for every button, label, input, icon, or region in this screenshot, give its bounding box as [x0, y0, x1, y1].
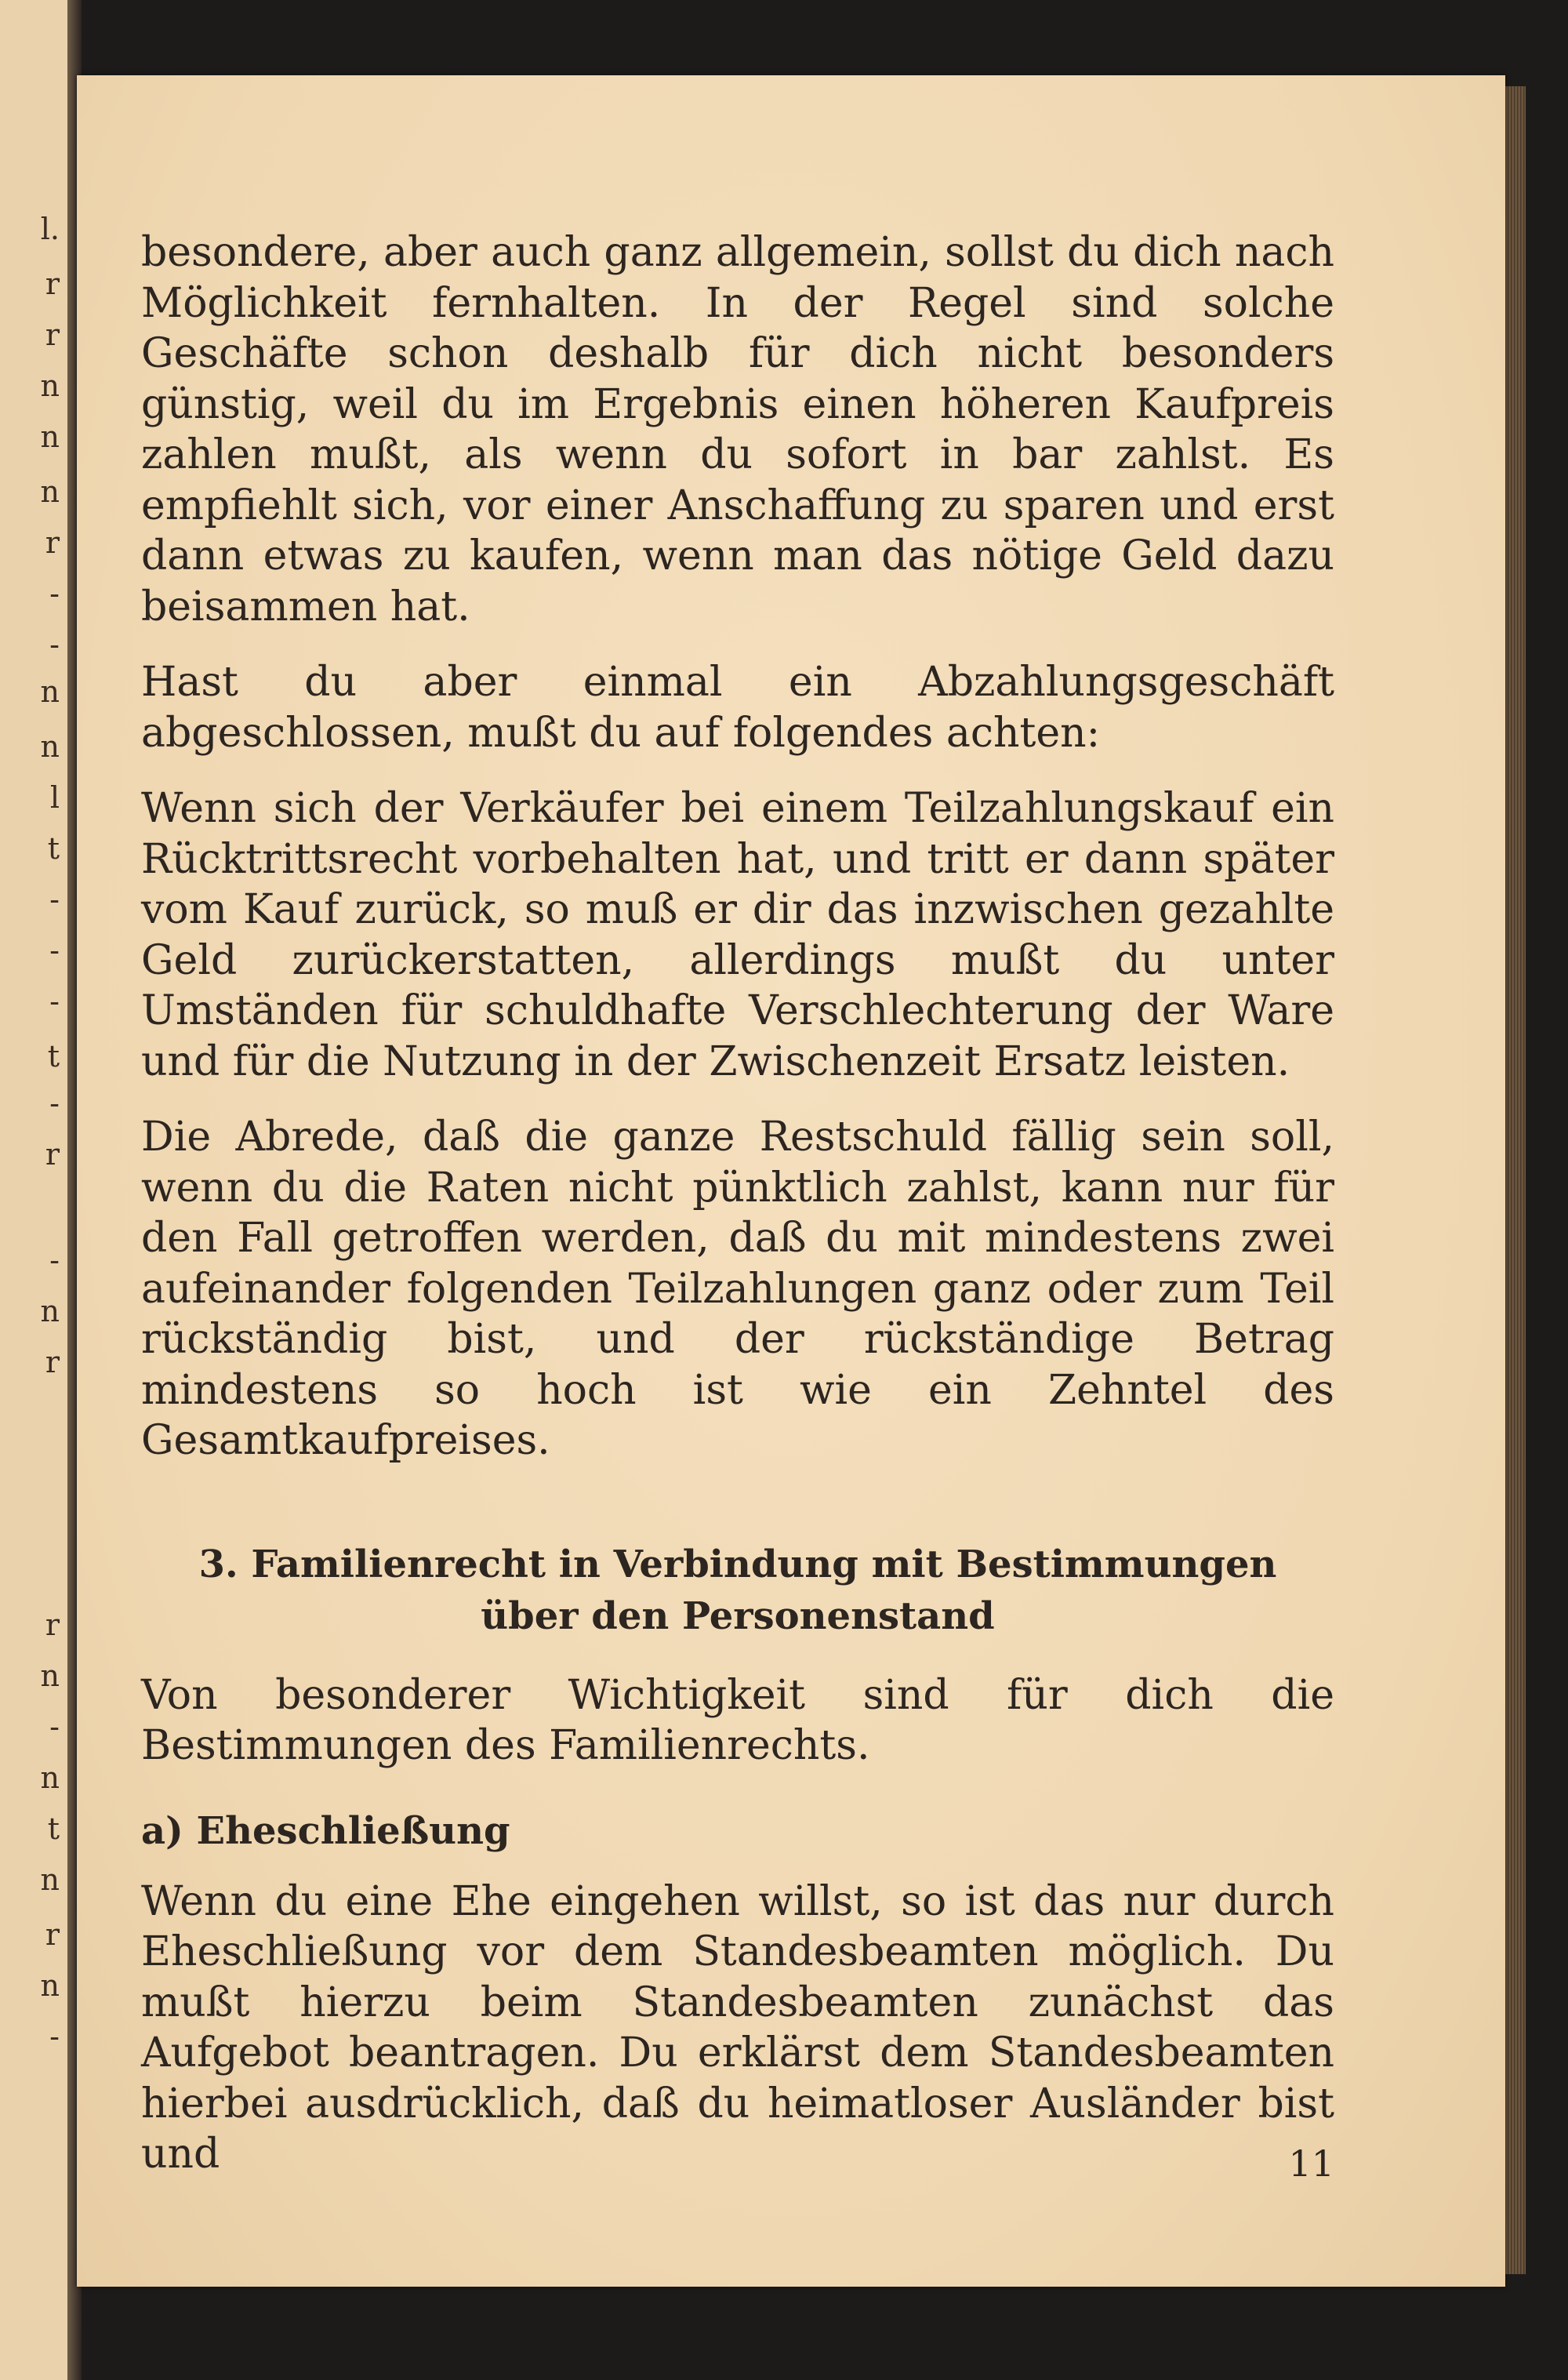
margin-glyph: r — [45, 525, 60, 560]
section-heading-line: über den Personenstand — [481, 1593, 995, 1638]
margin-glyph: n — [40, 1294, 60, 1328]
margin-glyph: - — [49, 2019, 60, 2054]
margin-glyph: r — [45, 267, 60, 301]
paragraph: besondere, aber auch ganz allgemein, sollst du dich nach Möglichkeit fernhalten. In der Regel sind solche Geschäfte schon deshalb für dich nicht besonders günstig, weil du im Ergebnis einen höheren Kaufpreis zahlen mußt, als wenn du sofort in bar zahlst. Es empfiehlt sich, vor einer Anschaffung zu sparen und erst dann etwas zu kaufen, wenn man das nötige Geld dazu beisammen hat. — [141, 229, 1334, 630]
margin-glyph: - — [49, 576, 60, 611]
margin-glyph: r — [45, 1345, 60, 1379]
margin-glyph: t — [47, 1811, 60, 1846]
margin-glyph: t — [47, 1039, 60, 1074]
margin-glyph: n — [40, 369, 60, 403]
left-page-sliver — [0, 0, 69, 2380]
margin-glyph: n — [40, 1862, 60, 1897]
subsection-heading: a) Eheschließung — [141, 1808, 510, 1853]
margin-glyph: - — [49, 1710, 60, 1744]
margin-glyph: n — [40, 729, 60, 764]
margin-glyph: - — [49, 1243, 60, 1277]
margin-glyph: - — [49, 984, 60, 1019]
page-edges — [1505, 86, 1526, 2274]
paragraph: Die Abrede, daß die ganze Restschuld fällig sein soll, wenn du die Raten nicht pünktlich zahlst, kann nur für den Fall getroffen werden, daß du mit mindestens zwei aufeinander folgenden Teilzahlungen ganz oder zum Teil rückständig bist, und der rückständige Betrag mindestens so hoch ist wie ein Zehntel des Gesamtkaufpreises. — [141, 1114, 1334, 1464]
margin-glyph: n — [40, 674, 60, 709]
margin-glyph: - — [49, 882, 60, 917]
paragraph: Wenn du eine Ehe eingehen willst, so ist das nur durch Eheschließung vor dem Standesbeamten möglich. Du mußt hierzu beim Standesbeamten zunächst das Aufgebot beantragen. Du erklärst dem Standesbeamten hierbei ausdrücklich, daß du heimatloser Ausländer bist und — [141, 1877, 1334, 2178]
section-heading-line: 3. Familienrecht in Verbindung mit Bestimmungen — [198, 1542, 1277, 1586]
paragraph: Von besonderer Wichtigkeit sind für dich die Bestimmungen des Familienrechts. — [141, 1671, 1334, 1769]
margin-glyph: n — [40, 1968, 60, 2003]
margin-glyph: - — [49, 627, 60, 662]
section-heading — [141, 1539, 1334, 1642]
margin-glyph: n — [40, 1760, 60, 1795]
margin-glyph: r — [45, 1137, 60, 1172]
paragraph: Hast du aber einmal ein Abzahlungsgeschäft abgeschlossen, mußt du auf folgendes achten: — [141, 659, 1334, 757]
margin-glyph: r — [45, 318, 60, 352]
margin-glyph: r — [45, 1608, 60, 1642]
page-body — [141, 227, 1334, 2205]
margin-glyph: l — [49, 780, 60, 815]
margin-glyph: - — [49, 1086, 60, 1121]
margin-glyph: n — [40, 420, 60, 454]
margin-glyph: n — [40, 1659, 60, 1693]
margin-glyph: r — [45, 1917, 60, 1952]
paragraph: Wenn sich der Verkäufer bei einem Teilzahlungskauf ein Rücktrittsrecht vorbehalten hat, und tritt er dann später vom Kauf zurück, so muß er dir das inzwischen gezahlte Geld zurückerstatten, allerdings mußt du unter Umständen für schuldhafte Verschlechterung der Ware und für die Nutzung in der Zwischenzeit Ersatz leisten. — [141, 785, 1334, 1085]
margin-glyph: t — [47, 831, 60, 866]
page-number: 11 — [1288, 2142, 1334, 2185]
margin-glyph: l. — [40, 212, 60, 246]
margin-glyph: n — [40, 474, 60, 509]
margin-glyph: - — [49, 933, 60, 968]
